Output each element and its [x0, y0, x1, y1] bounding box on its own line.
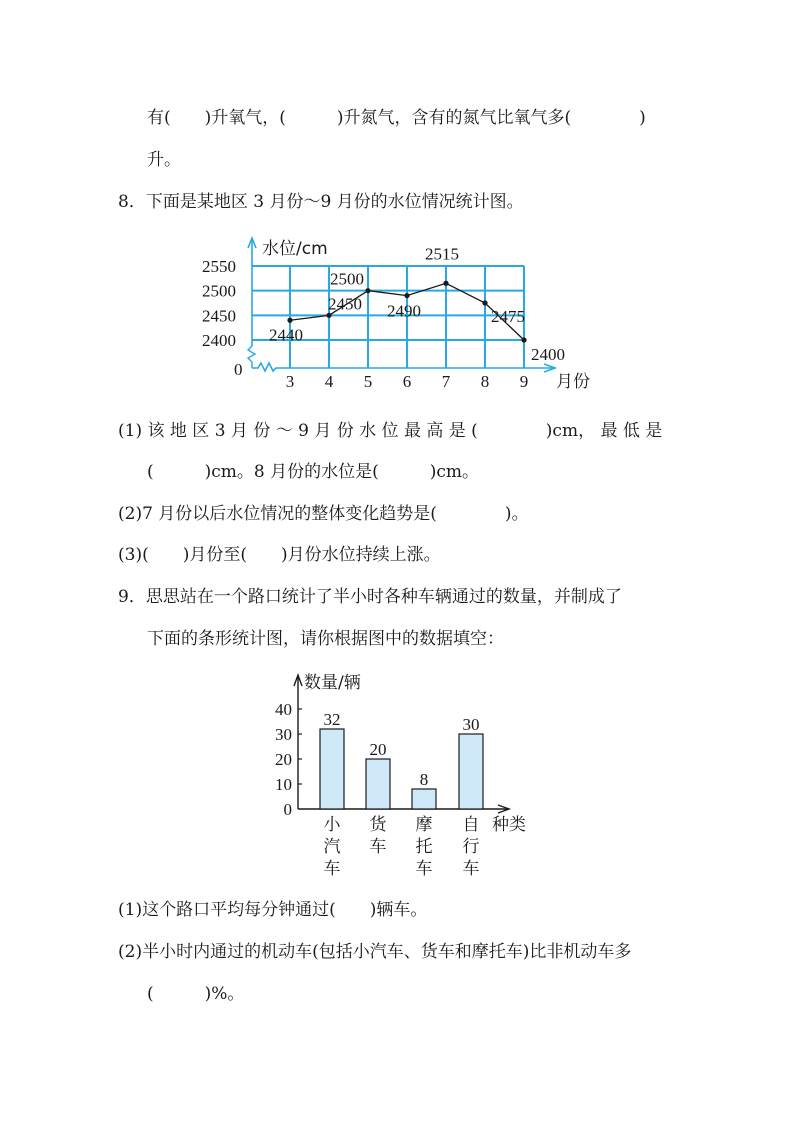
data-label: 2440: [269, 325, 303, 345]
category-label: 车: [323, 859, 341, 879]
y-tick-label-zero: 0: [234, 360, 243, 379]
water-level-line-chart: [195, 228, 615, 400]
category-label: 摩: [415, 815, 433, 835]
category-label: 小: [323, 815, 341, 835]
x-axis-title: 月份: [556, 372, 590, 392]
category-label: 汽: [323, 837, 341, 857]
question-9-part-2a: (2)半小时内通过的机动车(包括小汽车、货车和摩托车)比非机动车多: [118, 942, 632, 962]
data-point: [365, 288, 370, 293]
bar: [320, 729, 344, 809]
question-9-part-1: (1)这个路口平均每分钟通过( )辆车。: [118, 900, 428, 920]
bar-value-label: 30: [462, 715, 480, 734]
bar-value-label: 8: [419, 770, 429, 789]
data-point: [404, 293, 409, 298]
bar: [459, 734, 483, 809]
category-label: 托: [415, 837, 433, 857]
question-8-part-2: (2)7 月份以后水位情况的整体变化趋势是( )。: [118, 504, 529, 524]
water-level-chart: [195, 228, 615, 404]
y-tick-label: 0: [283, 800, 292, 819]
data-label: 2400: [531, 345, 565, 364]
bar-value-label: 32: [323, 710, 341, 729]
question-9-part-2b: ( )%。: [147, 984, 245, 1004]
y-tick-label: 20: [275, 750, 292, 769]
question-8-part-1a: (1) 该 地 区 3 月 份 ～ 9 月 份 水 位 最 高 是 ( )cm， 最 低 是: [118, 421, 663, 441]
x-tick-label: 3: [285, 372, 295, 391]
y-tick-label: 2450: [202, 306, 236, 326]
y-axis-title: 水位/cm: [262, 239, 328, 259]
x-tick-label: 9: [519, 372, 529, 391]
x-axis-title: 种类: [492, 815, 526, 835]
y-tick-label: 2500: [202, 281, 236, 301]
y-tick-label: 40: [275, 700, 292, 719]
y-tick-label: 30: [275, 725, 292, 744]
y-tick-label: 2400: [202, 331, 236, 350]
question-9-stem-a: 9．思思站在一个路口统计了半小时各种车辆通过的数量，并制成了: [118, 587, 622, 607]
data-point: [482, 300, 487, 305]
question-8-stem: 8．下面是某地区 3 月份～9 月份的水位情况统计图。: [118, 192, 524, 212]
y-tick-label: 2550: [202, 257, 236, 276]
x-tick-label: 5: [363, 372, 373, 391]
category-label: 货: [369, 815, 387, 835]
data-label: 2500: [330, 269, 364, 289]
question-8-part-3: (3)( )月份至( )月份水位持续上涨。: [118, 545, 441, 565]
question-8-part-1b: ( )cm。8 月份的水位是( )cm。: [147, 462, 480, 482]
x-axis: [252, 363, 554, 371]
bar-value-label: 20: [369, 740, 387, 759]
data-label: 2450: [328, 294, 362, 314]
question-9-stem-b: 下面的条形统计图，请你根据图中的数据填空：: [147, 629, 504, 649]
bar: [412, 789, 436, 809]
y-tick-label: 10: [275, 775, 292, 794]
y-axis-break: [248, 346, 255, 368]
y-axis-title: 数量/辆: [304, 673, 361, 693]
data-point: [521, 337, 526, 342]
category-label: 行: [462, 837, 480, 857]
x-tick-label: 8: [480, 372, 490, 391]
category-label: 车: [462, 859, 480, 879]
category-label: 车: [415, 859, 433, 879]
x-tick-label: 7: [441, 372, 451, 391]
category-label: 车: [369, 837, 387, 857]
text-line-oxygen-nitrogen: 有( )升氧气，( )升氮气，含有的氮气比氧气多( ): [147, 108, 646, 128]
data-point: [326, 313, 331, 318]
x-tick-label: 6: [402, 372, 412, 391]
data-label: 2490: [387, 301, 421, 321]
x-tick-label: 4: [324, 372, 334, 391]
vehicle-count-bar-chart: [262, 668, 552, 880]
bar: [366, 759, 390, 809]
category-label: 自: [462, 815, 480, 835]
data-point: [443, 281, 448, 286]
data-label: 2515: [425, 244, 459, 264]
vehicle-count-chart: [262, 668, 552, 884]
data-point: [287, 318, 292, 323]
data-label: 2475: [491, 307, 525, 326]
text-line-unit: 升。: [147, 150, 181, 170]
